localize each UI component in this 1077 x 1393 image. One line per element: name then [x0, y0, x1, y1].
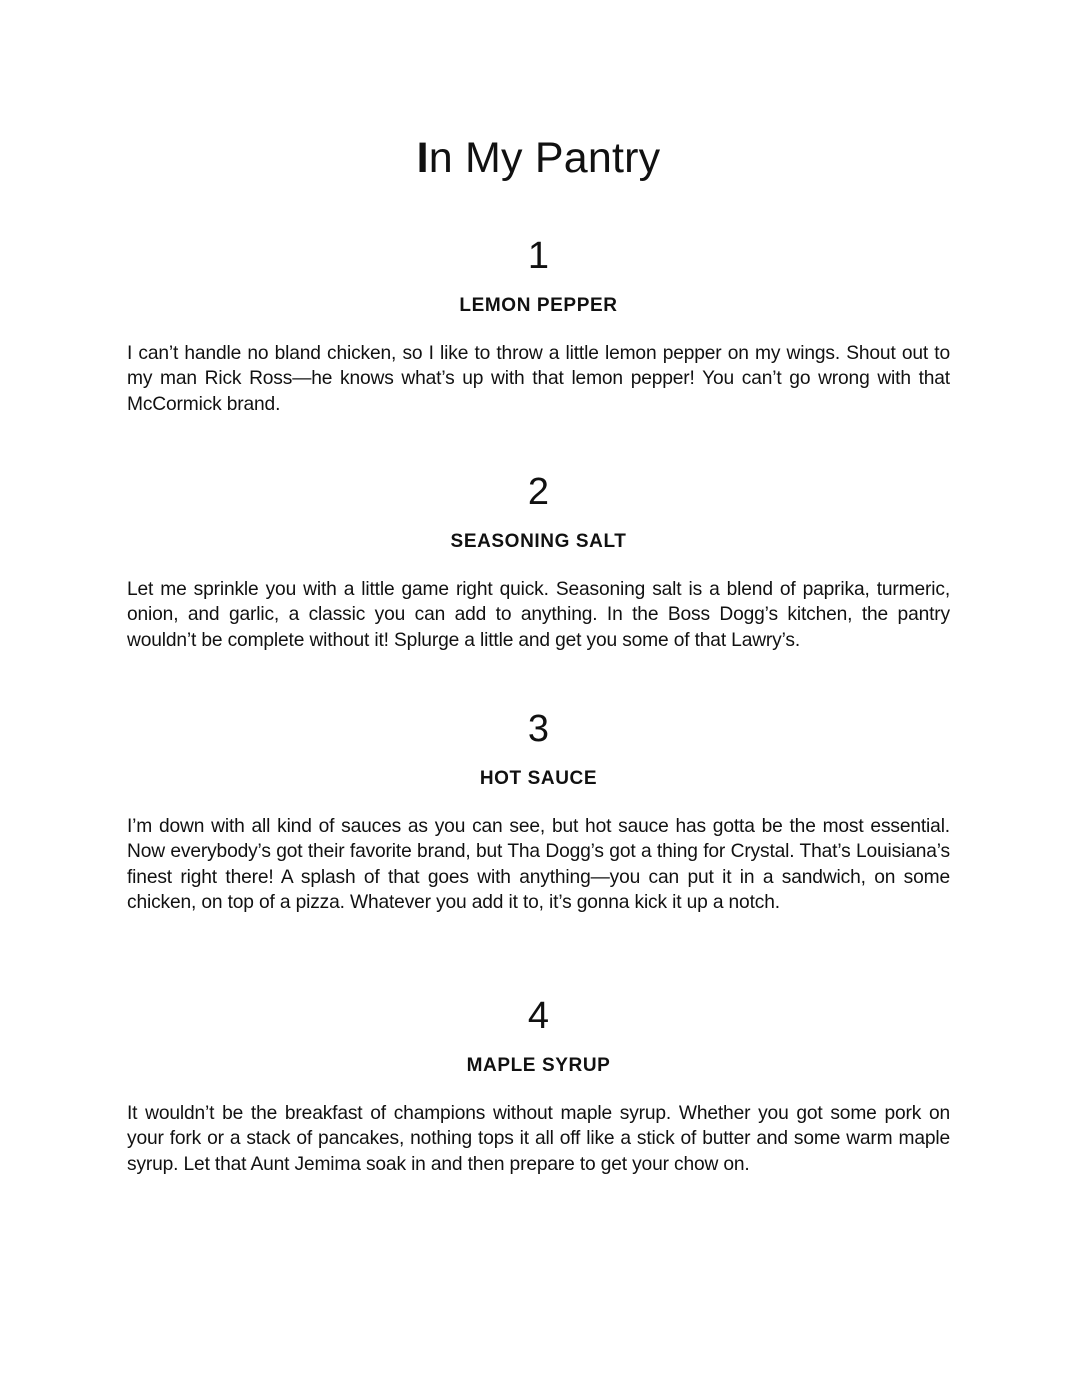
item-description: I can’t handle no bland chicken, so I like to throw a little lemon pepper on my wings. Shout out to my man Rick Ross—he knows what’s up with that lemon pepper! You can’t go wrong with that McCormick brand.: [127, 343, 950, 415]
pantry-item-3: [127, 707, 950, 916]
item-heading: HOT SAUCE: [479, 768, 598, 789]
title-initial: I: [416, 134, 429, 182]
item-heading: SEASONING SALT: [450, 531, 627, 552]
pantry-item-4: [127, 994, 950, 1177]
pantry-item-2: [127, 470, 950, 653]
item-number: 2: [527, 471, 550, 513]
item-number: 1: [527, 235, 550, 277]
title-rest: n My Pantry: [428, 134, 661, 182]
item-description: I’m down with all kind of sauces as you can see, but hot sauce has gotta be the most essential. Now everybody’s got their favorite brand, but Tha Dogg’s got a thing for Crystal. That’s Louisiana’s finest right there! A splash of that goes with anything—you can put it in a sandwich, on some chicken, on top of a pizza. Whatever you add it to, it’s gonna kick it up a notch.: [127, 816, 950, 914]
pantry-item-1: [127, 234, 950, 417]
item-heading: MAPLE SYRUP: [466, 1055, 611, 1076]
item-heading: LEMON PEPPER: [459, 295, 618, 316]
page-title: [0, 132, 1077, 184]
item-description: It wouldn’t be the breakfast of champions without maple syrup. Whether you got some pork on your fork or a stack of pancakes, nothing tops it all off like a stick of butter and some warm maple syrup. Let that Aunt Jemima soak in and then prepare to get your chow on.: [127, 1103, 950, 1175]
item-number: 3: [527, 708, 550, 750]
item-description: Let me sprinkle you with a little game right quick. Seasoning salt is a blend of paprika, turmeric, onion, and garlic, a classic you can add to anything. In the Boss Dogg’s kitchen, the pantry wouldn’t be complete without it! Splurge a little and get you some of that Lawry’s.: [127, 579, 950, 651]
item-number: 4: [527, 995, 550, 1037]
